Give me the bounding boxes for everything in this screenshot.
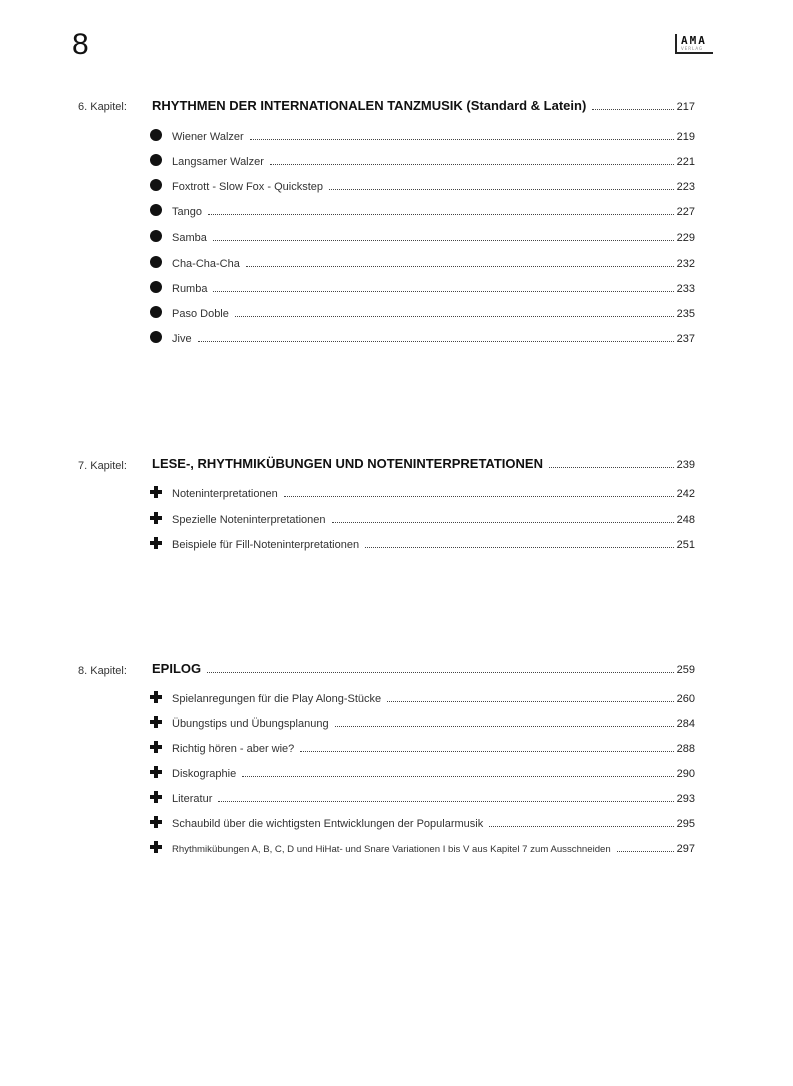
chapter-title: EPILOG <box>152 661 202 676</box>
dot-leader <box>335 726 674 727</box>
dot-leader <box>489 826 673 827</box>
toc-entry[interactable] <box>150 203 695 218</box>
page-number: 8 <box>72 28 89 61</box>
dot-leader <box>549 467 674 468</box>
entry-title: Rumba <box>172 283 208 295</box>
dot-leader <box>242 776 673 777</box>
entry-title: Spezielle Noteninterpretationen <box>172 514 326 526</box>
toc-entry[interactable] <box>150 765 695 780</box>
publisher-logo <box>675 34 713 56</box>
bullet-dot-icon <box>150 129 162 141</box>
chapter-label: 8. Kapitel: <box>78 665 127 677</box>
entry-title: Richtig hören - aber wie? <box>172 743 295 755</box>
bullet-dot-icon <box>150 331 162 343</box>
toc-entry[interactable] <box>150 740 695 755</box>
dot-leader <box>300 751 673 752</box>
logo-underline <box>675 52 713 54</box>
chapter-page: 259 <box>676 664 695 676</box>
entry-title: Übungstips und Übungsplanung <box>172 718 329 730</box>
bullet-cross-icon <box>150 841 162 853</box>
toc-entry[interactable] <box>150 128 695 143</box>
logo-bar <box>675 34 677 52</box>
bullet-cross-icon <box>150 791 162 803</box>
dot-leader <box>207 672 674 673</box>
entry-title: Langsamer Walzer <box>172 156 264 168</box>
entry-page: 221 <box>676 156 695 168</box>
entry-page: 235 <box>676 308 695 320</box>
dot-leader <box>365 547 674 548</box>
bullet-dot-icon <box>150 281 162 293</box>
entry-title: Beispiele für Fill-Noteninterpretationen <box>172 539 360 551</box>
toc-entry[interactable] <box>150 305 695 320</box>
toc-entry[interactable] <box>150 255 695 270</box>
entry-title: Wiener Walzer <box>172 131 244 143</box>
entry-title: Literatur <box>172 793 213 805</box>
chapter-label: 7. Kapitel: <box>78 460 127 472</box>
logo-text: AMA <box>681 34 707 47</box>
toc-entry[interactable] <box>150 511 695 526</box>
entry-title: Foxtrott - Slow Fox - Quickstep <box>172 181 323 193</box>
dot-leader <box>250 139 674 140</box>
bullet-cross-icon <box>150 741 162 753</box>
dot-leader <box>218 801 673 802</box>
dot-leader <box>208 214 674 215</box>
entry-title: Tango <box>172 206 202 218</box>
entry-title: Diskographie <box>172 768 237 780</box>
entry-page: 233 <box>676 283 695 295</box>
toc-entry[interactable] <box>150 280 695 295</box>
entry-page: 237 <box>676 333 695 345</box>
bullet-dot-icon <box>150 230 162 242</box>
bullet-dot-icon <box>150 256 162 268</box>
bullet-cross-icon <box>150 816 162 828</box>
entry-page: 260 <box>676 693 695 705</box>
dot-leader <box>213 291 673 292</box>
entry-title: Cha-Cha-Cha <box>172 258 240 270</box>
bullet-cross-icon <box>150 537 162 549</box>
chapter-label: 6. Kapitel: <box>78 101 127 113</box>
toc-entry[interactable] <box>150 229 695 244</box>
toc-entry[interactable] <box>150 815 695 830</box>
logo-subtext: VERLAG <box>681 46 704 51</box>
chapter-title: LESE-, RHYTHMIKÜBUNGEN UND NOTENINTERPRETATIONEN <box>152 456 543 471</box>
chapter-heading-row[interactable] <box>152 661 695 676</box>
entry-title: Jive <box>172 333 192 345</box>
toc-entry[interactable] <box>150 840 695 855</box>
bullet-dot-icon <box>150 204 162 216</box>
toc-entry[interactable] <box>150 330 695 345</box>
entry-page: 295 <box>676 818 695 830</box>
dot-leader <box>270 164 674 165</box>
entry-title: Spielanregungen für die Play Along-Stücke <box>172 693 382 705</box>
dot-leader <box>284 496 674 497</box>
entry-page: 251 <box>676 539 695 551</box>
entry-page: 219 <box>676 131 695 143</box>
entry-page: 288 <box>676 743 695 755</box>
toc-entry[interactable] <box>150 536 695 551</box>
dot-leader <box>387 701 674 702</box>
entry-title: Noteninterpretationen <box>172 488 278 500</box>
dot-leader <box>235 316 674 317</box>
chapter-heading-row[interactable] <box>152 456 695 471</box>
toc-entry[interactable] <box>150 790 695 805</box>
toc-entry[interactable] <box>150 485 695 500</box>
bullet-cross-icon <box>150 486 162 498</box>
entry-page: 290 <box>676 768 695 780</box>
entry-title: Rhythmikübungen A, B, C, D und HiHat- und Snare Variationen I bis V aus Kapitel 7 zum Ausschneiden <box>172 844 611 855</box>
dot-leader <box>617 851 674 852</box>
bullet-dot-icon <box>150 179 162 191</box>
entry-page: 223 <box>676 181 695 193</box>
entry-page: 229 <box>676 232 695 244</box>
toc-entry[interactable] <box>150 153 695 168</box>
chapter-heading-row[interactable] <box>152 98 695 113</box>
chapter-title: RHYTHMEN DER INTERNATIONALEN TANZMUSIK (Standard & Latein) <box>152 98 587 113</box>
entry-title: Samba <box>172 232 207 244</box>
toc-entry[interactable] <box>150 715 695 730</box>
entry-page: 293 <box>676 793 695 805</box>
entry-page: 242 <box>676 488 695 500</box>
chapter-page: 217 <box>676 101 695 113</box>
bullet-dot-icon <box>150 154 162 166</box>
chapter-page: 239 <box>676 459 695 471</box>
entry-page: 227 <box>676 206 695 218</box>
entry-page: 248 <box>676 514 695 526</box>
dot-leader <box>592 109 673 110</box>
entry-title: Schaubild über die wichtigsten Entwicklungen der Popularmusik <box>172 818 484 830</box>
entry-page: 297 <box>676 843 695 855</box>
entry-page: 232 <box>676 258 695 270</box>
bullet-cross-icon <box>150 716 162 728</box>
bullet-dot-icon <box>150 306 162 318</box>
dot-leader <box>329 189 674 190</box>
bullet-cross-icon <box>150 691 162 703</box>
dot-leader <box>213 240 674 241</box>
dot-leader <box>332 522 674 523</box>
entry-title: Paso Doble <box>172 308 229 320</box>
toc-entry[interactable] <box>150 178 695 193</box>
bullet-cross-icon <box>150 766 162 778</box>
entry-page: 284 <box>676 718 695 730</box>
dot-leader <box>246 266 674 267</box>
dot-leader <box>198 341 674 342</box>
toc-entry[interactable] <box>150 690 695 705</box>
bullet-cross-icon <box>150 512 162 524</box>
